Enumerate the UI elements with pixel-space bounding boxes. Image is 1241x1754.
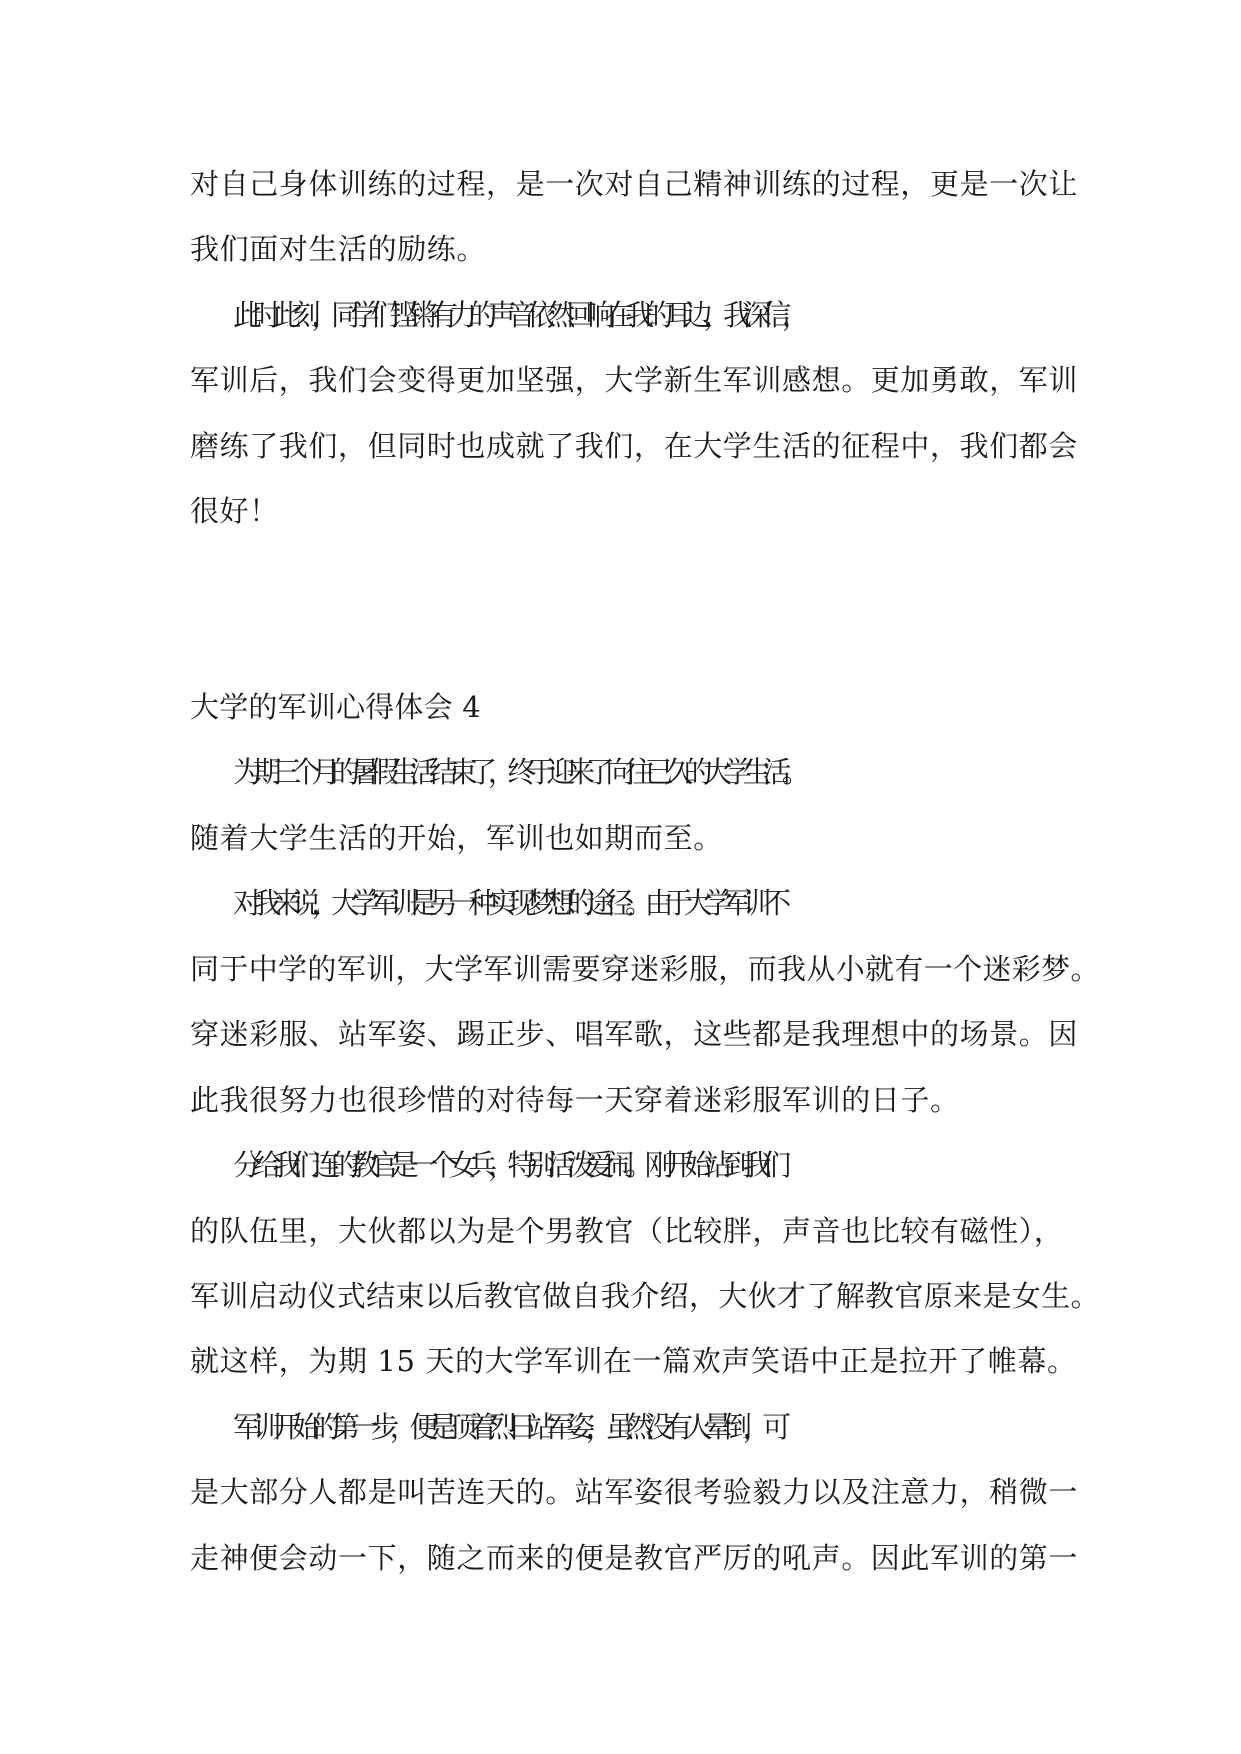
paragraph-line: 走神便会动一下，随之而来的便是教官严厉的吼声。因此军训的第一 <box>190 1541 1079 1575</box>
paragraph-line: 对自己身体训练的过程，是一次对自己精神训练的过程，更是一次让 <box>190 167 1079 201</box>
paragraph-line: 分给我们连的教官是一个女兵，特别活泼爱闹。刚开始站到我们 <box>233 1148 782 1182</box>
paragraph-line: 我们面对生活的励练。 <box>190 232 487 266</box>
paragraph-line: 很好！ <box>190 494 279 528</box>
paragraph-line: 随着大学生活的开始，军训也如期而至。 <box>190 821 723 855</box>
section-heading: 大学的军训心得体会 4 <box>190 690 481 724</box>
paragraph-line: 就这样，为期 15 天的大学军训在一篇欢声笑语中正是拉开了帷幕。 <box>190 1344 1077 1378</box>
paragraph-line: 军训启动仪式结束以后教官做自我介绍，大伙才了解教官原来是女生。 <box>190 1279 1100 1313</box>
paragraph-line: 此时此刻，同学们铿锵有力的声音依然回响在我的耳边，我深信， <box>233 298 802 332</box>
paragraph-line: 为期三个月的暑假生活结束了，终于迎来了向往已久的大学生活。 <box>233 755 802 789</box>
paragraph-line: 此我很努力也很珍惜的对待每一天穿着迷彩服军训的日子。 <box>190 1083 960 1117</box>
paragraph-line: 对我来说，大学军训是另一种实现梦想的途径。由于大学军训不 <box>233 886 782 920</box>
paragraph-line: 穿迷彩服、站军姿、踢正步、唱军歌，这些都是我理想中的场景。因 <box>190 1017 1079 1051</box>
paragraph-line: 军训后，我们会变得更加坚强，大学新生军训感想。更加勇敢，军训 <box>190 363 1079 397</box>
paragraph-line: 是大部分人都是叫苦连天的。站军姿很考验毅力以及注意力，稍微一 <box>190 1475 1079 1509</box>
paragraph-line: 的队伍里，大伙都以为是个男教官（比较胖，声音也比较有磁性）， <box>190 1214 1064 1248</box>
paragraph-line: 磨练了我们，但同时也成就了我们，在大学生活的征程中，我们都会 <box>190 429 1079 463</box>
paragraph-line: 军训开始的第一步，便是顶着烈日站军姿，虽然没有人晕倒，可 <box>233 1410 782 1444</box>
paragraph-line: 同于中学的军训，大学军训需要穿迷彩服，而我从小就有一个迷彩梦。 <box>190 952 1100 986</box>
